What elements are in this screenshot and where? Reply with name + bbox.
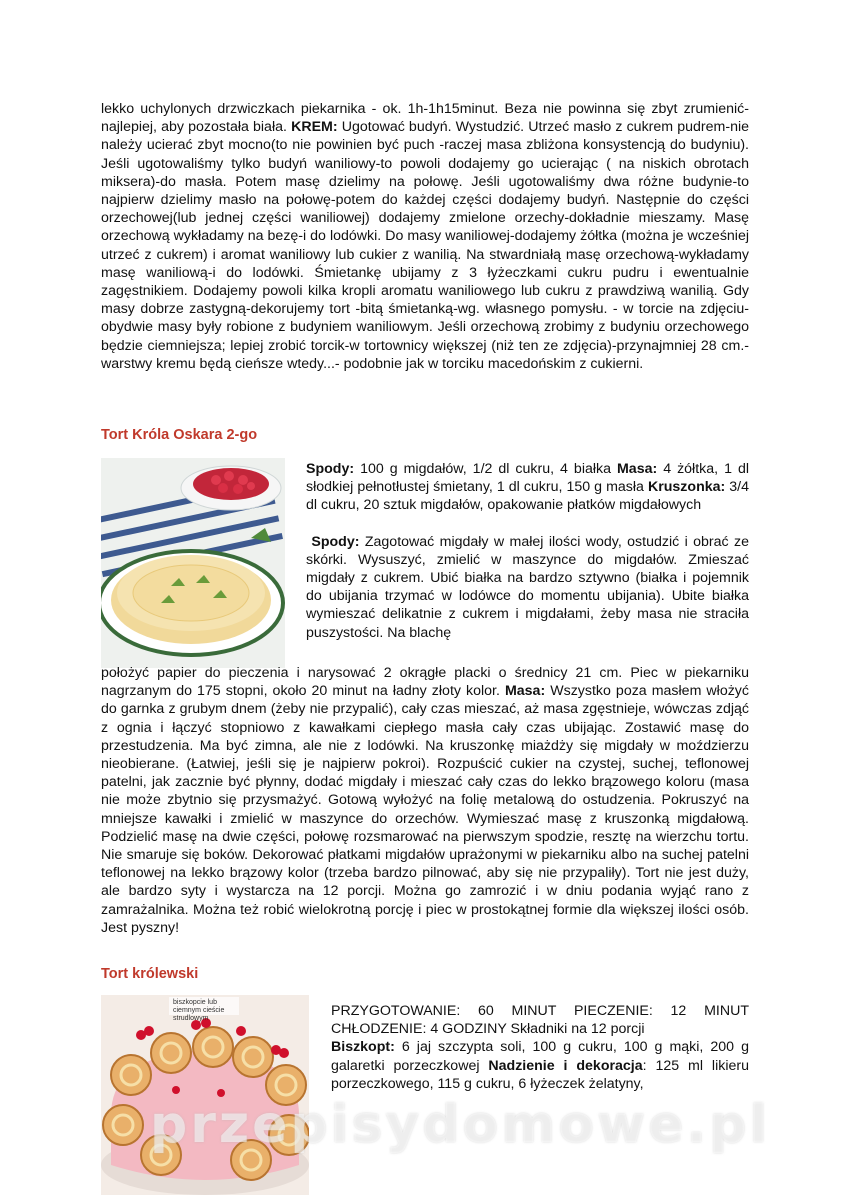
site-watermark: przepisydomowe.pl xyxy=(150,1095,771,1155)
intro-text-2: Ugotować budyń. Wystudzić. Utrzeć masło z cukrem pudrem-nie należy ucierać zbyt mocno(to nie powinien być puch -raczej masa zbliżona konsystencją do budyniu). Jeśli ugotowaliśmy tylko budyń waniliowy-to powoli dodajemy go ucierając ( na niskich obrotach miksera)-do masła. Potem masę dzielimy na połowę. Jeśli ugotowaliśmy dwa różne budynie-to najpierw dzielimy masło na połowę-potem do każdej części dodajemy budyń. Następnie do części orzechowej(lub jednej części waniliowej) dodajemy zmielone orzechy-dokładnie mieszamy. Masę orzechową wykładamy na bezę-i do lodówki. Do masy waniliowej-dodajemy żółtka (można je wcześniej utrzeć z cukrem) i aromat waniliowy lub cukier z wanilią. Na stwardniałą masę orzechową-wykładamy masę waniliową-i do lodówki. Śmietankę ubijamy z 3 łyżeczkami cukru pudru i ewentualnie zagęstnikiem. Dodajemy powoli kilka kropli aromatu waniliowego lub cukru z prawdziwą wanilią. Gdy masy dobrze zastygną-dekorujemy tort -bitą śmietanką-wg. własnego pomysłu. - w torcie na zdjęciu-obydwie masy były robione z budyniem waniliowym. Jeśli orzechową zrobimy z budyniu orzechowego będzie ciemniejsza; lepiej zrobić torcik-w tortownicy większej (niż ten ze zdjęcia)-przynajmniej 28 cm.- warstwy kremu będą cieńsze wtedy...- podobnie jak w torciku macedońskim z cukierni. xyxy=(101,119,749,372)
prep-side-text: Zagotować migdały w małej ilości wody, ostudzić i obrać ze skórki. Wysuszyć, zmielić w maszynce do migdałów. Zmieszać migdały z cukrem. Ubić białka na bardzo sztywno (białka i pojemnik do ubijania trzymać w lodówce do momentu ubijania). Ubite białka wymieszać delikatnie z cukrem i migdałami, żeby masa nie straciła puszystości. Na blachę xyxy=(306,533,749,641)
recipe2-ingredients xyxy=(331,1038,749,1093)
kruszonka-text: 3/4 dl cukru, 20 sztuk migdałów, opakowanie płatków migdałowych xyxy=(306,479,750,514)
prep-full-text-2: Wszystko poza masłem włożyć do garnka z grubym dnem (żeby nie przypalić), cały czas mieszać, aż masa zgęstnieje, wówczas zdjąć z ognia i łączyć stopniowo z kawałkami ciepłego masła cały czas ubijając. Zostawić masę do przestudzenia. Ma być zimna, ale nie z lodówki. Na kruszonkę miażdży się migdały w moździerzu nieobierane. (Łatwiej, jeśli się je najpierw pokroi). Rozpuścić cukier na czystej, suchej, teflonowej patelni, jak zacznie być płynny, dodać migdały i mieszać cały czas do lekko brązowego koloru (masa nie może zbytnio się przysmażyć. Gotową wyłożyć na folię metalową do ostudzenia. Pokruszyć na mniejsze kawałki i zmielić w maszynce do orzechów. Wymieszać masę z kruszonką migdałową. Podzielić masę na dwie części, połowę rozsmarować na pierwszym spodzie, resztę na wierzchu tortu. Nie smaruje się boków. Dekorować płatkami migdałów uprażonymi w piekarniku albo na suchej patelni teflonowej na lekko brązowy kolor (trzeba bardzo pilnować, aby się nie przypaliły). Tort nie jest duży, ale bardzo syty i wystarcza na 12 porcji. Można go zamrozić i w dniu podania wyjąć rano z zamrażalnika. Można też robić wielokrotną porcję i piec w prostokątnej formie dla większej ilości osób. Jest pyszny! xyxy=(101,683,749,936)
masa-label: Masa: xyxy=(616,461,658,477)
kruszonka-label: Kruszonka: xyxy=(647,479,726,496)
masa-text: 4 żółtka, 1 dl słodkiej pełnotłustej śmietany, 1 dl cukru, 150 g masła xyxy=(306,461,749,496)
spody-text: 100 g migdałów, 1/2 dl cukru, 4 białka xyxy=(354,461,617,477)
spody-label: Spody: xyxy=(306,461,355,477)
nadzienie-text: : 125 ml likieru porzeczkowego, 115 g cukru, 6 łyżeczek żelatyny, xyxy=(331,1057,749,1092)
recipe2-side-column xyxy=(331,1002,749,1093)
recipe1-prep-side xyxy=(306,533,749,642)
intro-text-1: lekko uchylonych drzwiczkach piekarnika - ok. 1h-1h15minut. Beza nie powinna się zbyt zrumienić-najlepiej, aby pozostała biała. xyxy=(101,101,749,136)
recipe1-title: Tort Króla Oskara 2-go xyxy=(101,427,258,443)
biszkopt-text: 6 jaj szczypta soli, 100 g cukru, 100 g mąki, 200 g galaretki porzeczkowej xyxy=(331,1039,749,1074)
biszkopt-label: Biszkopt: xyxy=(331,1039,395,1056)
recipe2-timing: PRZYGOTOWANIE: 60 MINUT PIECZENIE: 12 MINUT CHŁODZENIE: 4 GODZINY Składniki na 12 porcji xyxy=(331,1003,749,1038)
roll-cake-photo-illustration xyxy=(101,995,309,1195)
recipe1-prep-full xyxy=(101,664,749,937)
krem-label: KREM: xyxy=(291,119,338,136)
prep-full-text-1: położyć papier do pieczenia i narysować 2 okrągłe placki o średnicy 21 cm. Piec w piekarniku nagrzanym do 175 stopni, około 20 minut na ładny złoty kolor. xyxy=(101,665,749,700)
nadzienie-label: Nadzienie i dekoracja xyxy=(488,1057,643,1074)
cake-photo-illustration xyxy=(101,458,285,668)
prep-masa-label: Masa: xyxy=(504,683,546,700)
recipe2-photo-caption: biszkopcie lub ciemnym cieście strudlowym xyxy=(173,999,225,1022)
recipe1-ingredients xyxy=(306,460,749,515)
prep-spody-label: Spody: xyxy=(311,533,360,550)
intro-paragraph xyxy=(101,100,749,373)
recipe1-side-column xyxy=(306,460,749,642)
recipe1-photo xyxy=(101,458,285,668)
recipe2-title: Tort królewski xyxy=(101,966,199,982)
recipe2-photo xyxy=(101,995,309,1195)
